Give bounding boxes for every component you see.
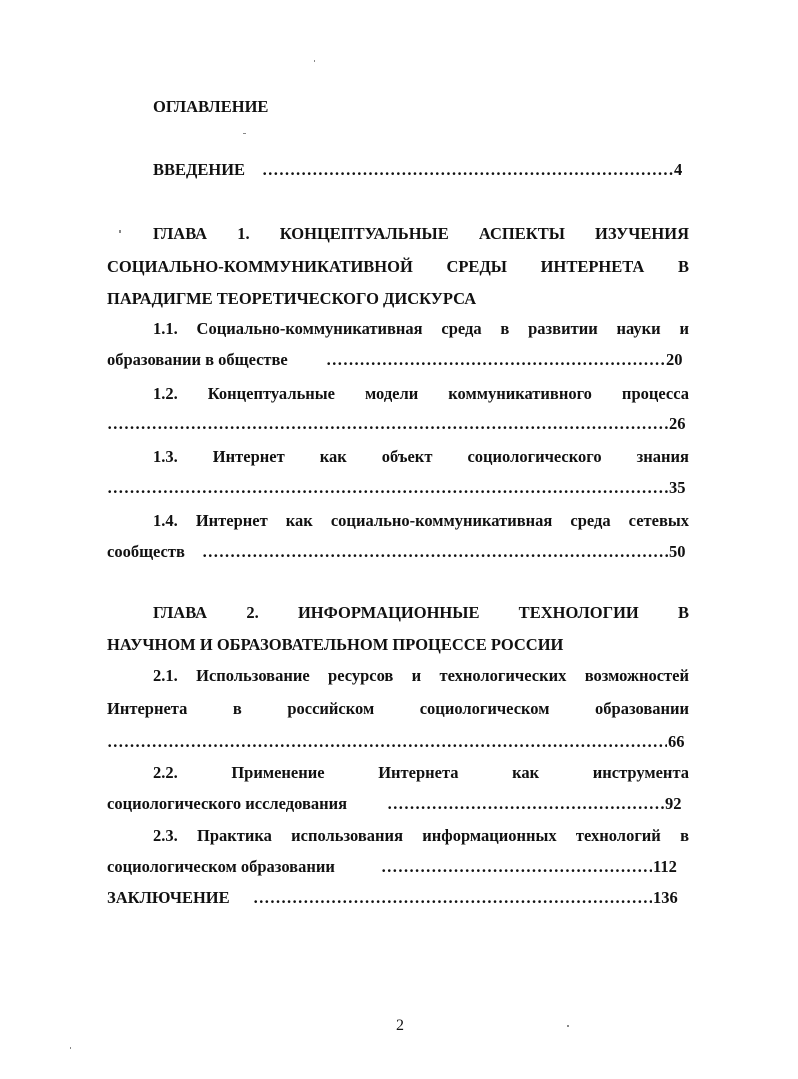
toc-entry-page: 20 <box>666 350 683 369</box>
chapter-2-line-2: НАУЧНОМ И ОБРАЗОВАТЕЛЬНОМ ПРОЦЕССЕ РОССИИ <box>107 635 564 654</box>
dot-leader <box>387 794 664 814</box>
scan-speck <box>70 1047 71 1049</box>
dot-leader <box>202 542 668 562</box>
toc-entry-page: 112 <box>653 857 677 876</box>
toc-entry-text: 2.2. Применение Интернета как инструмента <box>153 763 689 782</box>
toc-entry-page: 66 <box>668 732 685 751</box>
scan-speck <box>567 1025 569 1027</box>
toc-entry-text: 1.3. Интернет как объект социологического знания <box>153 447 689 466</box>
scan-speck <box>243 133 246 134</box>
toc-entry-page: 4 <box>674 160 683 179</box>
dot-leader <box>107 414 668 434</box>
toc-entry-text: 1.4. Интернет как социально-коммуникативная среда сетевых <box>153 511 689 530</box>
toc-entry-text: 2.3. Практика использования информационных технологий в <box>153 826 689 845</box>
dot-leader <box>262 160 673 180</box>
toc-entry-label: ЗАКЛЮЧЕНИЕ <box>107 888 230 907</box>
toc-entry-page: 92 <box>665 794 682 813</box>
toc-entry-label: ВВЕДЕНИЕ <box>153 160 246 179</box>
chapter-1-line-1: ГЛАВА 1. КОНЦЕПТУАЛЬНЫЕ АСПЕКТЫ ИЗУЧЕНИЯ <box>153 224 689 243</box>
dot-leader <box>381 857 652 877</box>
toc-entry-page: 50 <box>669 542 686 561</box>
chapter-2-line-1: ГЛАВА 2. ИНФОРМАЦИОННЫЕ ТЕХНОЛОГИИ В <box>153 603 689 622</box>
toc-entry-text: 1.2. Концептуальные модели коммуникативного процесса <box>153 384 689 403</box>
page-number: 2 <box>396 1017 404 1034</box>
dot-leader <box>253 888 652 908</box>
scan-speck <box>119 230 121 233</box>
toc-heading: ОГЛАВЛЕНИЕ <box>153 97 269 116</box>
toc-entry-text: 1.1. Социально-коммуникативная среда в развитии науки и <box>153 319 689 338</box>
toc-entry-text: 2.1. Использование ресурсов и технологических возможностей <box>153 666 689 685</box>
toc-entry-text: образовании в обществе <box>107 350 288 369</box>
dot-leader <box>107 732 667 752</box>
chapter-1-line-2: СОЦИАЛЬНО-КОММУНИКАТИВНОЙ СРЕДЫ ИНТЕРНЕТА В <box>107 257 689 276</box>
scan-speck <box>314 60 315 62</box>
toc-entry-text: социологического исследования <box>107 794 348 813</box>
toc-entry-text: сообществ <box>107 542 185 561</box>
dot-leader <box>326 350 665 370</box>
toc-entry-text: социологическом образовании <box>107 857 335 876</box>
toc-entry-page: 26 <box>669 414 686 433</box>
toc-entry-page: 136 <box>653 888 678 907</box>
dot-leader <box>107 478 668 498</box>
chapter-1-line-3: ПАРАДИГМЕ ТЕОРЕТИЧЕСКОГО ДИСКУРСА <box>107 289 477 308</box>
toc-entry-page: 35 <box>669 478 686 497</box>
toc-entry-text: Интернета в российском социологическом образовании <box>107 699 689 718</box>
